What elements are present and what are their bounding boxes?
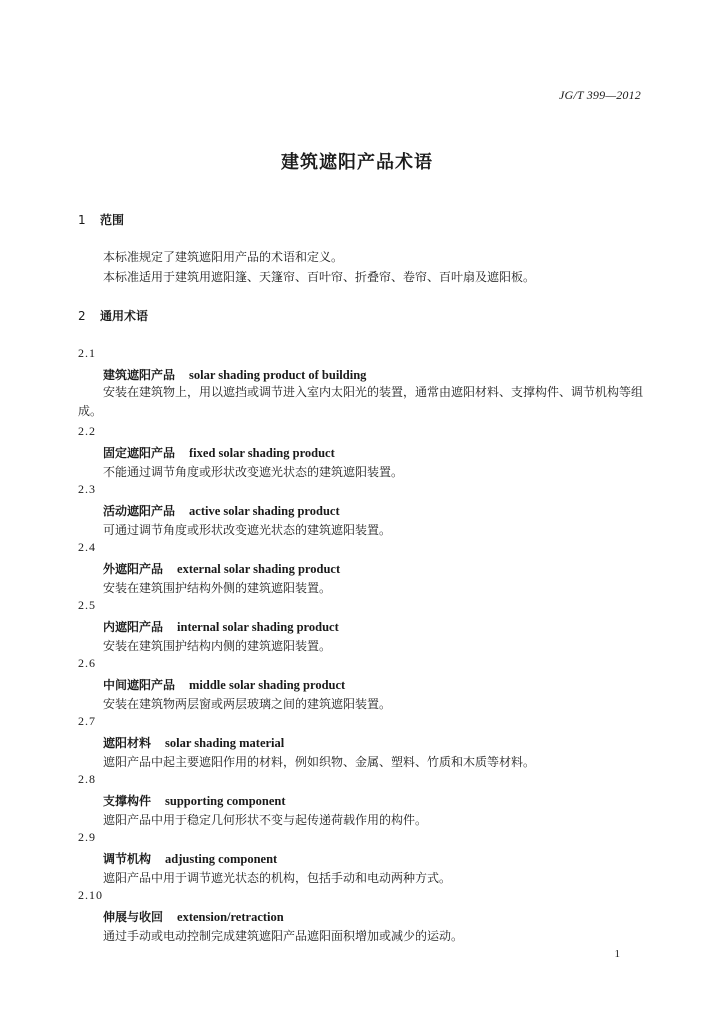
term-heading — [103, 734, 284, 751]
term-chinese: 调节机构 — [103, 852, 152, 866]
term-definition: 遮阳产品中用于调节遮光状态的机构，包括手动和电动两种方式。 — [103, 871, 452, 885]
term-definition: 可通过调节角度或形状改变遮光状态的建筑遮阳装置。 — [103, 523, 392, 537]
term-heading — [103, 502, 340, 519]
section-1-number: 1 — [78, 213, 86, 227]
section-2-number: 2 — [78, 309, 86, 323]
term-number: 2.2 — [78, 424, 96, 438]
term-number: 2.7 — [78, 714, 96, 728]
term-english: active solar shading product — [189, 504, 340, 518]
term-definition: 通过手动或电动控制完成建筑遮阳产品遮阳面积增加或减少的运动。 — [103, 929, 464, 943]
term-chinese: 中间遮阳产品 — [103, 678, 176, 692]
term-english: middle solar shading product — [189, 678, 346, 692]
term-heading — [103, 676, 345, 693]
term-number: 2.8 — [78, 772, 96, 786]
term-chinese: 固定遮阳产品 — [103, 446, 176, 460]
term-english: internal solar shading product — [177, 620, 339, 634]
term-english: solar shading material — [165, 736, 285, 750]
term-chinese: 支撑构件 — [103, 794, 152, 808]
section-2-heading — [78, 307, 148, 324]
standard-code: JG/T 399—2012 — [558, 88, 641, 102]
term-english: solar shading product of building — [189, 368, 367, 382]
term-english: extension/retraction — [177, 910, 284, 924]
term-number: 2.5 — [78, 598, 96, 612]
term-chinese: 内遮阳产品 — [103, 620, 164, 634]
section-1-heading — [78, 211, 124, 228]
section-1-paragraph-2: 本标准适用于建筑用遮阳篷、天篷帘、百叶帘、折叠帘、卷帘、百叶扇及遮阳板。 — [103, 270, 536, 284]
term-chinese: 遮阳材料 — [103, 736, 152, 750]
term-number: 2.3 — [78, 482, 96, 496]
term-definition: 安装在建筑围护结构外侧的建筑遮阳装置。 — [103, 581, 332, 595]
term-number: 2.1 — [78, 346, 96, 360]
term-heading — [103, 850, 277, 867]
term-english: adjusting component — [165, 852, 278, 866]
section-1-title: 范围 — [100, 213, 125, 227]
term-chinese: 伸展与收回 — [103, 910, 164, 924]
section-1-paragraph-1: 本标准规定了建筑遮阳用产品的术语和定义。 — [103, 250, 344, 264]
term-heading — [103, 366, 366, 383]
term-definition: 不能通过调节角度或形状改变遮光状态的建筑遮阳装置。 — [103, 465, 404, 479]
term-definition: 安装在建筑围护结构内侧的建筑遮阳装置。 — [103, 639, 332, 653]
term-definition: 安装在建筑物上，用以遮挡或调节进入室内太阳光的装置，通常由遮阳材料、支撑构件、调节机构等组成。 — [78, 385, 644, 418]
term-chinese: 活动遮阳产品 — [103, 504, 176, 518]
term-heading — [103, 792, 286, 809]
term-number: 2.9 — [78, 830, 96, 844]
term-english: supporting component — [165, 794, 286, 808]
section-2-title: 通用术语 — [100, 309, 149, 323]
term-number: 2.4 — [78, 540, 96, 554]
term-number: 2.10 — [78, 888, 103, 902]
term-chinese: 建筑遮阳产品 — [103, 368, 176, 382]
term-definition: 遮阳产品中起主要遮阳作用的材料，例如织物、金属、塑料、竹质和木质等材料。 — [103, 755, 536, 769]
term-definition: 安装在建筑物两层窗或两层玻璃之间的建筑遮阳装置。 — [103, 697, 392, 711]
term-heading — [103, 908, 284, 925]
term-heading — [103, 444, 335, 461]
term-chinese: 外遮阳产品 — [103, 562, 164, 576]
term-definition: 遮阳产品中用于稳定几何形状不变与起传递荷载作用的构件。 — [103, 813, 428, 827]
term-heading — [103, 560, 340, 577]
term-number: 2.6 — [78, 656, 96, 670]
term-english: external solar shading product — [177, 562, 341, 576]
term-heading — [103, 618, 339, 635]
document-title: 建筑遮阳产品术语 — [281, 152, 433, 173]
term-english: fixed solar shading product — [189, 446, 335, 460]
page-number: 1 — [614, 948, 620, 960]
